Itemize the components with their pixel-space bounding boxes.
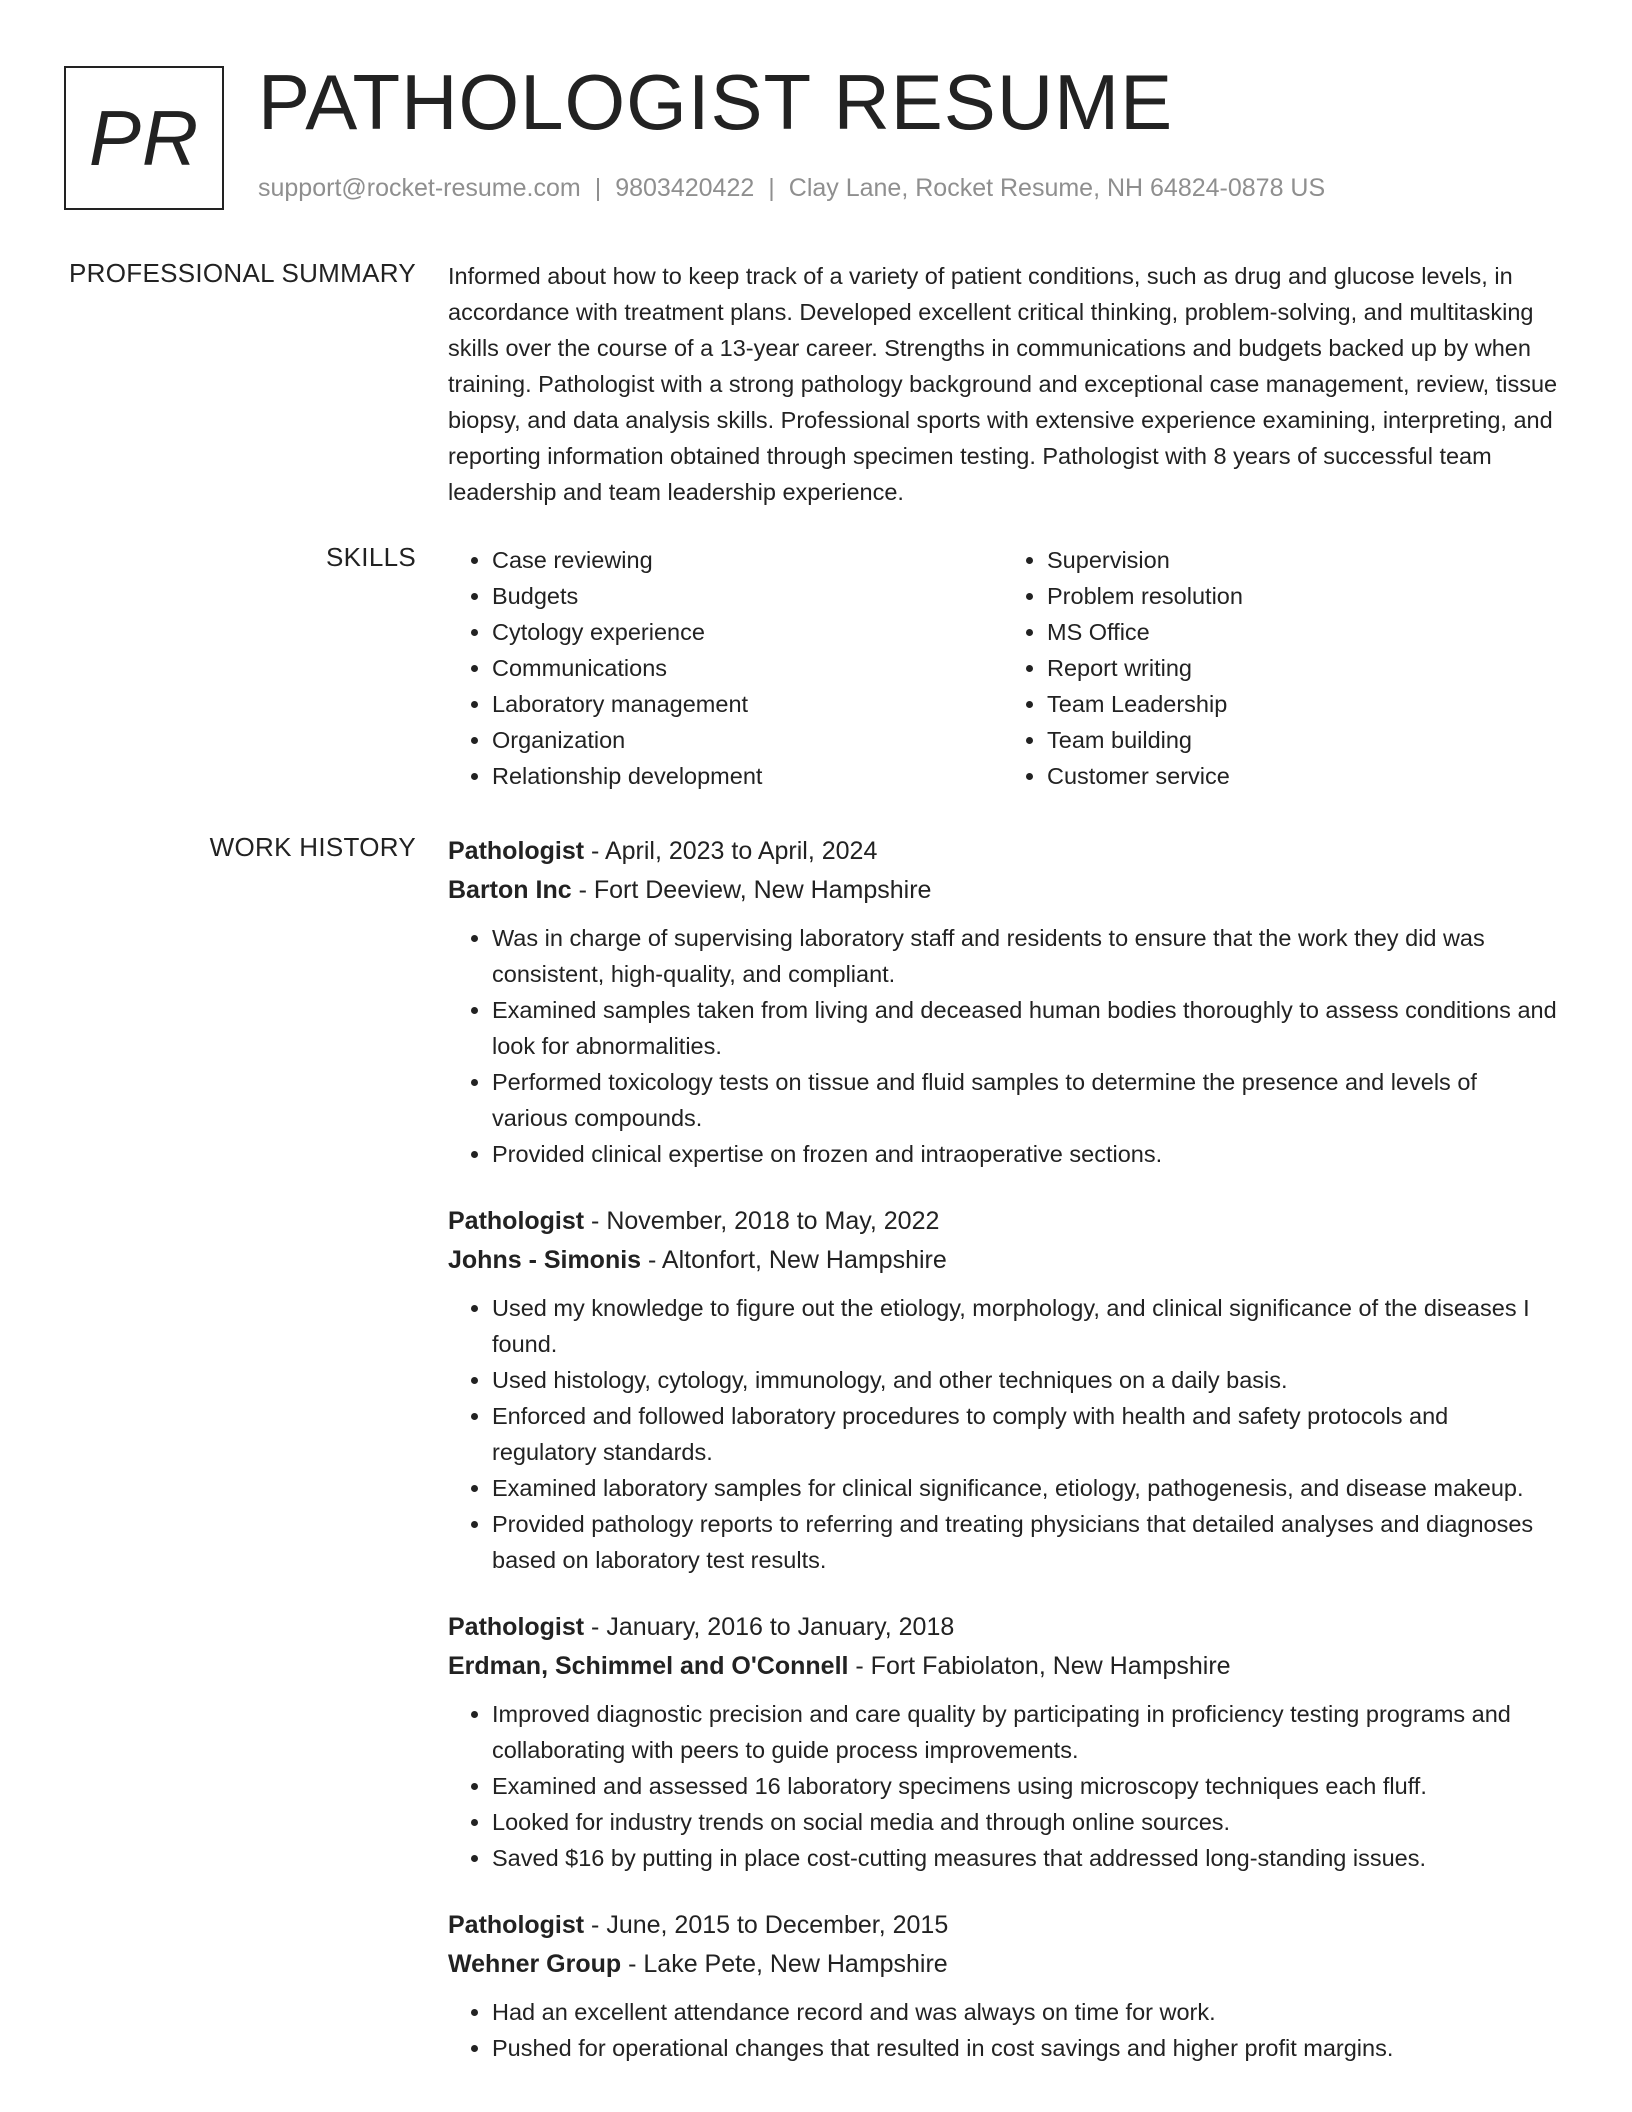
job-title-line (448, 1608, 1558, 1647)
job-bullet: • Looked for industry trends on social media and through online sources. (492, 1804, 1558, 1840)
job-bullet: • Had an excellent attendance record and was always on time for work. (492, 1994, 1558, 2030)
contact-phone[interactable]: 9803420422 (615, 174, 755, 202)
skill-item: • Laboratory management (492, 686, 1003, 722)
job-bullet: • Used my knowledge to figure out the etiology, morphology, and clinical significance of the diseases I found. (492, 1290, 1558, 1362)
job-title: Pathologist (448, 1613, 585, 1641)
job-bullets (448, 1696, 1558, 1876)
job-title-line (448, 1906, 1558, 1945)
job-location: - Fort Fabiolaton, New Hampshire (848, 1652, 1231, 1680)
skill-item: • Customer service (1047, 758, 1558, 794)
skill-item: • Report writing (1047, 650, 1558, 686)
job-bullets (448, 1290, 1558, 1578)
skill-item: • Team building (1047, 722, 1558, 758)
work-history-content (448, 832, 1558, 2096)
skill-item: • Supervision (1047, 542, 1558, 578)
job-company: Barton Inc (448, 876, 572, 904)
job-bullet: • Examined and assessed 16 laboratory specimens using microscopy techniques each fluff. (492, 1768, 1558, 1804)
job-bullet: • Pushed for operational changes that resulted in cost savings and higher profit margins. (492, 2030, 1558, 2066)
job-location: - Altonfort, New Hampshire (641, 1246, 947, 1274)
job-title-line (448, 1202, 1558, 1241)
monogram-logo: PR (64, 66, 224, 210)
job-bullet: • Provided clinical expertise on frozen and intraoperative sections. (492, 1136, 1558, 1172)
resume-title: PATHOLOGIST RESUME (258, 58, 1174, 146)
job-company-line (448, 871, 1558, 910)
contact-separator: | (768, 174, 775, 202)
skill-item: • MS Office (1047, 614, 1558, 650)
skill-item: • Case reviewing (492, 542, 1003, 578)
job-bullet: • Examined laboratory samples for clinical significance, etiology, pathogenesis, and disease makeup. (492, 1470, 1558, 1506)
job-company: Johns - Simonis (448, 1246, 642, 1274)
job-bullet: • Provided pathology reports to referring and treating physicians that detailed analyses and diagnoses based on laboratory test results. (492, 1506, 1558, 1578)
job-bullet: • Saved $16 by putting in place cost-cutting measures that addressed long-standing issues. (492, 1840, 1558, 1876)
job-bullet: • Enforced and followed laboratory procedures to comply with health and safety protocols and regulatory standards. (492, 1398, 1558, 1470)
job-location: - Fort Deeview, New Hampshire (571, 876, 932, 904)
job-title: Pathologist (448, 1911, 585, 1939)
job-company: Erdman, Schimmel and O'Connell (448, 1652, 849, 1680)
job-bullet: • Performed toxicology tests on tissue and fluid samples to determine the presence and levels of various compounds. (492, 1064, 1558, 1136)
skill-item: • Relationship development (492, 758, 1003, 794)
skills-list-left (448, 542, 1003, 794)
contact-address: Clay Lane, Rocket Resume, NH 64824-0878 US (788, 174, 1326, 202)
job-title-line (448, 832, 1558, 871)
job-company: Wehner Group (448, 1950, 622, 1978)
job-company-line (448, 1647, 1558, 1686)
job-bullets (448, 920, 1558, 1172)
work-history-heading: WORK HISTORY (209, 832, 416, 862)
job-company-line (448, 1241, 1558, 1280)
job-bullets (448, 1994, 1558, 2066)
job-entry (448, 1906, 1558, 2066)
skill-item: • Communications (492, 650, 1003, 686)
job-company-line (448, 1945, 1558, 1984)
job-entry (448, 1608, 1558, 1876)
skill-item: • Problem resolution (1047, 578, 1558, 614)
job-dates: - June, 2015 to December, 2015 (584, 1911, 949, 1939)
job-bullet: • Examined samples taken from living and deceased human bodies thoroughly to assess conditions and look for abnormalities. (492, 992, 1558, 1064)
job-entry (448, 832, 1558, 1172)
summary-heading: PROFESSIONAL SUMMARY (69, 258, 416, 288)
job-bullet: • Improved diagnostic precision and care quality by participating in proficiency testing programs and collaborating with peers to guide process improvements. (492, 1696, 1558, 1768)
skill-item: • Team Leadership (1047, 686, 1558, 722)
skill-item: • Cytology experience (492, 614, 1003, 650)
job-entry (448, 1202, 1558, 1578)
skill-item: • Budgets (492, 578, 1003, 614)
skill-item: • Organization (492, 722, 1003, 758)
skills-list-right (1003, 542, 1558, 794)
summary-text: Informed about how to keep track of a variety of patient conditions, such as drug and glucose levels, in accordance with treatment plans. Developed excellent critical thinking, problem-solving, and multitasking skills over the course of a 13-year career. Strengths in communications and budgets backed up by when training. Pathologist with a strong pathology background and exceptional case management, review, tissue biopsy, and data analysis skills. Professional sports with extensive experience examining, interpreting, and reporting information obtained through specimen testing. Pathologist with 8 years of successful team leadership and team leadership experience. (448, 263, 1558, 505)
job-location: - Lake Pete, New Hampshire (621, 1950, 948, 1978)
summary-content (448, 258, 1558, 510)
contact-email[interactable]: support@rocket-resume.com (258, 174, 581, 202)
job-dates: - November, 2018 to May, 2022 (584, 1207, 940, 1235)
skills-heading: SKILLS (326, 542, 416, 572)
contact-separator: | (594, 174, 602, 202)
skills-content (448, 542, 1558, 794)
contact-line (258, 174, 1325, 203)
job-title: Pathologist (448, 837, 585, 865)
job-bullet: • Used histology, cytology, immunology, and other techniques on a daily basis. (492, 1362, 1558, 1398)
job-dates: - April, 2023 to April, 2024 (584, 837, 878, 865)
job-title: Pathologist (448, 1207, 585, 1235)
job-bullet: • Was in charge of supervising laboratory staff and residents to ensure that the work they did was consistent, high-quality, and compliant. (492, 920, 1558, 992)
job-dates: - January, 2016 to January, 2018 (584, 1613, 955, 1641)
